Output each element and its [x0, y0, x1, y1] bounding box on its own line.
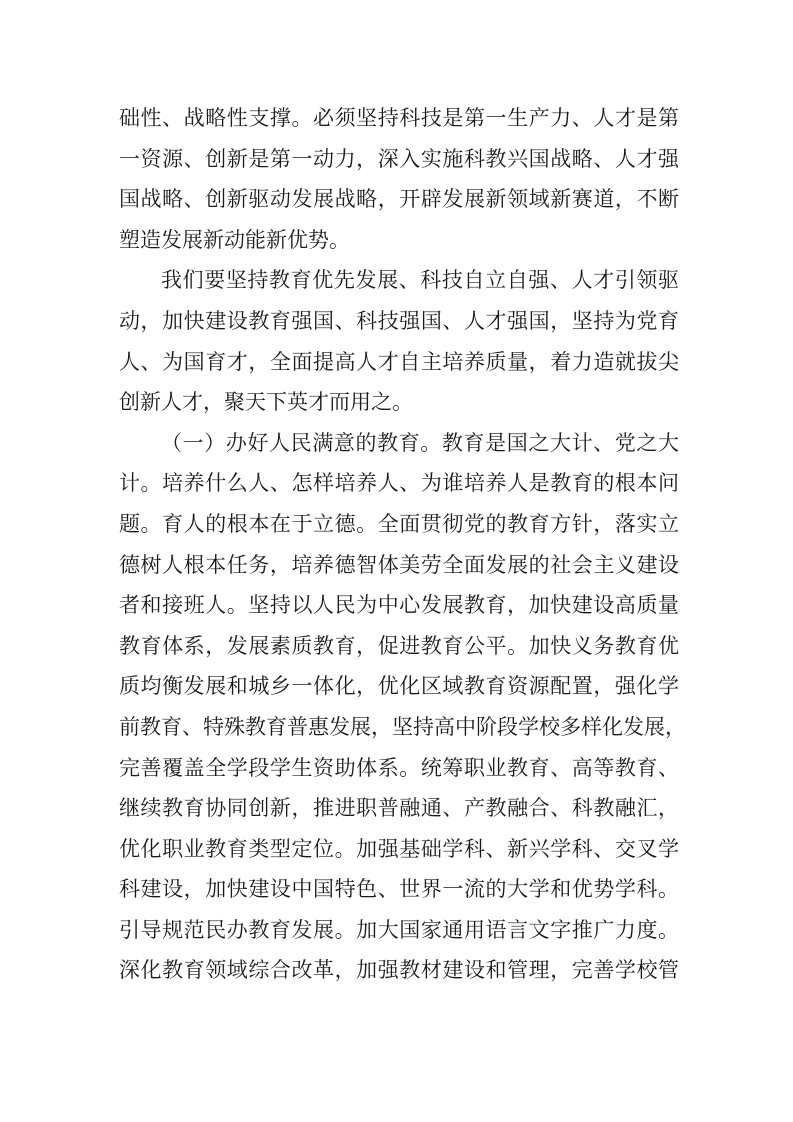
paragraph-3-line-8: 前教育、特殊教育普惠发展，坚持高中阶段学校多样化发展， — [119, 714, 686, 739]
paragraph-2-line-2: 动，加快建设教育强国、科技强国、人才强国，坚持为党育 — [119, 308, 679, 333]
paragraph-3-line-6: 教育体系，发展素质教育，促进教育公平。加快义务教育优 — [119, 633, 679, 658]
paragraph-3-line-14: 深化教育领域综合改革，加强教材建设和管理，完善学校管 — [119, 958, 679, 983]
paragraph-3-line-5: 者和接班人。坚持以人民为中心发展教育，加快建设高质量 — [119, 593, 679, 618]
paragraph-3-line-12: 科建设，加快建设中国特色、世界一流的大学和优势学科。 — [119, 877, 679, 902]
paragraph-2-line-1: 我们要坚持教育优先发展、科技自立自强、人才引领驱 — [161, 268, 679, 293]
paragraph-2-line-3: 人、为国育才，全面提高人才自主培养质量，着力造就拔尖 — [119, 349, 679, 374]
paragraph-3-line-13: 引导规范民办教育发展。加大国家通用语言文字推广力度。 — [119, 917, 679, 942]
paragraph-3-line-11: 优化职业教育类型定位。加强基础学科、新兴学科、交叉学 — [119, 836, 679, 861]
paragraph-3-line-1: （一）办好人民满意的教育。教育是国之大计、党之大 — [161, 430, 679, 455]
paragraph-3-line-7: 质均衡发展和城乡一体化，优化区域教育资源配置，强化学 — [119, 674, 679, 699]
paragraph-3-line-4: 德树人根本任务，培养德智体美劳全面发展的社会主义建设 — [119, 552, 679, 577]
paragraph-1-line-1: 础性、战略性支撑。必须坚持科技是第一生产力、人才是第 — [119, 106, 679, 130]
paragraph-3-line-3: 题。育人的根本在于立德。全面贯彻党的教育方针，落实立 — [119, 511, 679, 536]
paragraph-3-line-2: 计。培养什么人、怎样培养人、为谁培养人是教育的根本问 — [119, 471, 679, 496]
paragraph-2-line-4: 创新人才，聚天下英才而用之。 — [119, 390, 413, 415]
paragraph-3-line-10: 继续教育协同创新，推进职普融通、产教融合、科教融汇， — [119, 796, 679, 821]
document-body — [119, 98, 686, 991]
paragraph-3-line-9: 完善覆盖全学段学生资助体系。统筹职业教育、高等教育、 — [119, 755, 679, 780]
paragraph-1-line-2: 一资源、创新是第一动力，深入实施科教兴国战略、人才强 — [119, 146, 679, 171]
paragraph-1-line-4: 塑造发展新动能新优势。 — [119, 227, 350, 252]
paragraph-1-line-3: 国战略、创新驱动发展战略，开辟发展新领域新赛道，不断 — [119, 187, 679, 212]
